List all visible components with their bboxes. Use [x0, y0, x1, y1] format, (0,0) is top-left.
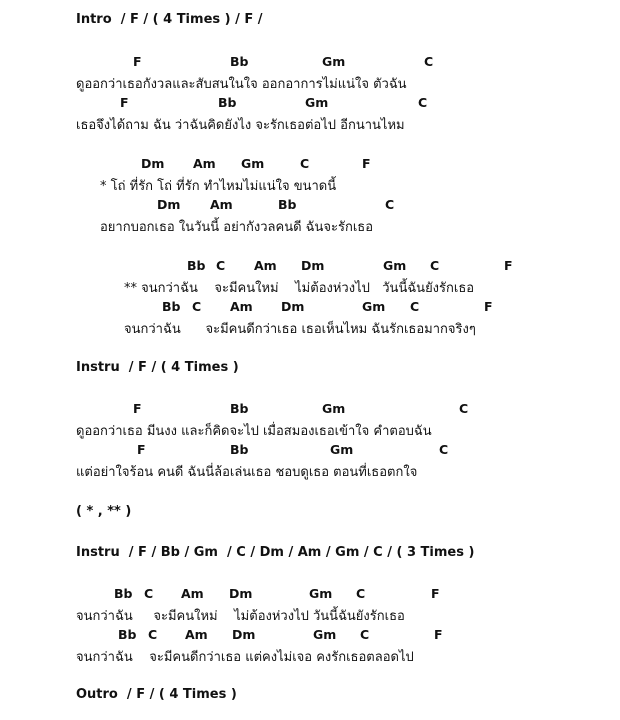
chord: Am [230, 299, 253, 314]
chord: Am [254, 258, 277, 273]
chord: Dm [301, 258, 325, 273]
instru-header: Instru / F / ( 4 Times ) [76, 360, 239, 375]
chord: Dm [157, 197, 181, 212]
chord: C [385, 197, 395, 212]
lyric-line: ดูออกว่าเธอ มีนงง และก็คิดจะไป เมื่อสมองเธอเข้าใจ คำตอบฉัน [76, 424, 432, 439]
lyric-line: จนกว่าฉัน จะมีคนดีกว่าเธอ แต่คงไม่เจอ คงรักเธอตลอดไป [76, 650, 414, 665]
chord: C [216, 258, 226, 273]
chord: F [431, 586, 440, 601]
chord: Bb [187, 258, 206, 273]
chord: Bb [230, 401, 249, 416]
chord: F [434, 627, 443, 642]
chord: C [459, 401, 469, 416]
intro-header: Intro / F / ( 4 Times ) / F / [76, 12, 263, 27]
chord: Am [181, 586, 204, 601]
chord: C [360, 627, 370, 642]
repeat-marker: ( * , ** ) [76, 504, 132, 519]
chord: Bb [218, 95, 237, 110]
chord: Gm [305, 95, 329, 110]
lyric-line: อยากบอกเธอ ในวันนี้ อย่ากังวลคนดี ฉันจะรักเธอ [100, 220, 374, 235]
chord: Gm [322, 401, 346, 416]
chord: C [144, 586, 154, 601]
chord: Dm [141, 156, 165, 171]
chord: Gm [309, 586, 333, 601]
chord: Dm [281, 299, 305, 314]
chord: C [356, 586, 366, 601]
chord: Dm [232, 627, 256, 642]
chord: C [300, 156, 310, 171]
chord: C [439, 442, 449, 457]
instru-header-2: Instru / F / Bb / Gm / C / Dm / Am / Gm / C / ( 3 Times ) [76, 545, 475, 560]
chord: F [362, 156, 371, 171]
lyric-line: แต่อย่าใจร้อน คนดี ฉันนี่ล้อเล่นเธอ ชอบดูเธอ ตอนที่เธอตกใจ [76, 465, 418, 480]
chord: Bb [230, 54, 249, 69]
lyric-line: จนกว่าฉัน จะมีคนใหม่ ไม่ต้องห่วงไป วันนี้ฉันยังรักเธอ [76, 609, 405, 624]
outro-header: Outro / F / ( 4 Times ) [76, 687, 237, 702]
chord: C [418, 95, 428, 110]
chord: Bb [114, 586, 133, 601]
lyric-line: * โถ่ ที่รัก โถ่ ที่รัก ทำไหมไม่แน่ใจ ขนาดนี้ [100, 179, 337, 194]
chord: Gm [362, 299, 386, 314]
chord: C [424, 54, 434, 69]
chord: Gm [322, 54, 346, 69]
chord: Gm [330, 442, 354, 457]
chord: F [133, 401, 142, 416]
chord: Am [210, 197, 233, 212]
lyric-line: ** จนกว่าฉัน จะมีคนใหม่ ไม่ต้องห่วงไป วันนี้ฉันยังรักเธอ [124, 281, 475, 296]
chord: Gm [313, 627, 337, 642]
chord: Bb [278, 197, 297, 212]
chord: F [120, 95, 129, 110]
chord: Am [193, 156, 216, 171]
chord: F [484, 299, 493, 314]
lyric-line: เธอจึงได้ถาม ฉัน ว่าฉันคิดยังไง จะรักเธอต่อไป อีกนานไหม [76, 118, 405, 133]
chord: C [430, 258, 440, 273]
chord: F [504, 258, 513, 273]
chord: Dm [229, 586, 253, 601]
chord: Bb [118, 627, 137, 642]
chord: C [410, 299, 420, 314]
chord: C [192, 299, 202, 314]
chord: Gm [383, 258, 407, 273]
chord: F [133, 54, 142, 69]
lyric-line: ดูออกว่าเธอกังวลและสับสนในใจ ออกอาการไม่แน่ใจ ตัวฉัน [76, 77, 407, 92]
chord: Gm [241, 156, 265, 171]
chord: Bb [230, 442, 249, 457]
chord: Am [185, 627, 208, 642]
chord: C [148, 627, 158, 642]
chord: F [137, 442, 146, 457]
lyric-line: จนกว่าฉัน จะมีคนดีกว่าเธอ เธอเห็นไหม ฉันรักเธอมากจริงๆ [124, 322, 476, 337]
chord: Bb [162, 299, 181, 314]
